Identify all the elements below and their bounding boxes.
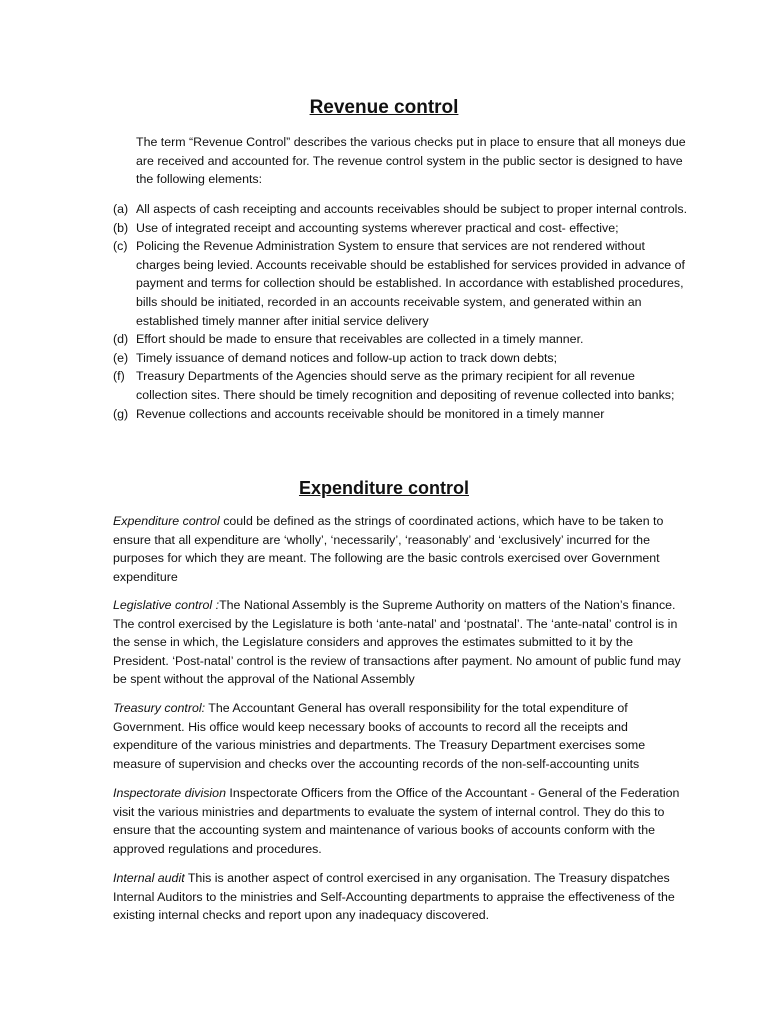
paragraph-lead: Inspectorate division (113, 786, 226, 800)
paragraph-lead: Internal audit (113, 871, 185, 885)
revenue-intro: The term “Revenue Control” describes the various checks put in place to ensure that all moneys due are received and accounted for. The revenue control system in the public sector is designed to have the following elements: (136, 135, 686, 187)
list-item (113, 367, 688, 404)
expenditure-heading: Expenditure control (298, 478, 469, 498)
list-item-text: Use of integrated receipt and accounting systems wherever practical and cost- effective; (136, 220, 619, 235)
list-marker: (f) (113, 369, 125, 384)
paragraph-text: The Accountant General has overall responsibility for the total expenditure of Government. His office would keep necessary books of accounts to record all the receipts and expenditure of the various ministries and departments. The Treasury Department exercises some measure of supervision and checks over the accounting records of the non-self-accounting units (113, 701, 646, 771)
paragraph-text: The National Assembly is the Supreme Authority on matters of the Nation’s finance. The control exercised by the Legislature is both ‘ante-natal’ and ‘postnatal’. The ‘ante-natal’ control is in the sense in which, the Legislature considers and approves the estimates submitted to it by the President. ‘Post-natal’ control is the review of transactions after payment. No amount of public fund may be spent without the approval of the National Assembly (113, 598, 681, 687)
list-marker: (g) (113, 406, 129, 421)
list-marker: (e) (113, 350, 129, 365)
list-item-text: Effort should be made to ensure that receivables are collected in a timely manner. (136, 332, 584, 347)
list-item-text: Treasury Departments of the Agencies should serve as the primary recipient for all revenue collection sites. There should be timely recognition and depositing of revenue collected into banks; (136, 369, 675, 402)
paragraph-lead: Legislative control : (113, 598, 220, 612)
internal-audit-paragraph (113, 869, 688, 925)
expenditure-control-paragraph (113, 512, 688, 586)
inspectorate-division-paragraph (113, 784, 688, 858)
list-item (113, 219, 688, 238)
list-item-text: Policing the Revenue Administration System to ensure that services are not rendered without charges being levied. Accounts receivable should be established for services provided in advance of payment and terms for collection should be established. In accordance with established procedures, bills should be initiated, recorded in an accounts receivable system, and generated within an established timely manner after initial service delivery (136, 239, 685, 328)
list-item-text: Timely issuance of demand notices and follow-up action to track down debts; (136, 350, 558, 365)
list-marker: (c) (113, 239, 128, 254)
list-item (113, 349, 688, 368)
revenue-elements-list (113, 200, 688, 423)
list-item-text: Revenue collections and accounts receivable should be monitored in a timely manner (136, 406, 605, 421)
list-marker: (a) (113, 202, 129, 216)
paragraph-text: could be defined as the strings of coordinated actions, which have to be taken to ensure that all expenditure are ‘wholly’, ‘necessarily’, ‘reasonably’ and ‘exclusively’ incurred for the purposes for which they are meant. The following are the basic controls exercised over Government expenditure (113, 514, 664, 584)
paragraph-lead: Expenditure control (113, 514, 220, 528)
legislative-control-paragraph (113, 596, 688, 689)
list-marker: (d) (113, 332, 129, 347)
revenue-heading: Revenue control (309, 97, 459, 118)
treasury-control-paragraph (113, 699, 688, 773)
list-marker: (b) (113, 220, 129, 235)
list-item (113, 405, 688, 424)
paragraph-lead: Treasury control: (113, 701, 206, 715)
paragraph-text: This is another aspect of control exercised in any organisation. The Treasury dispatches Internal Auditors to the ministries and Self-Accounting departments to appraise the effectiveness of the existing internal checks and report upon any inadequacy discovered. (113, 871, 675, 923)
list-item (113, 330, 688, 349)
paragraph-text: Inspectorate Officers from the Office of the Accountant - General of the Federation visit the various ministries and departments to evaluate the system of internal control. They do this to ensure that the accounting system and maintenance of various books of accounts conform with the approved regulations and procedures. (113, 786, 680, 856)
list-item-text: All aspects of cash receipting and accounts receivables should be subject to proper internal controls. (136, 202, 688, 216)
list-item (113, 200, 688, 219)
list-item (113, 237, 688, 330)
